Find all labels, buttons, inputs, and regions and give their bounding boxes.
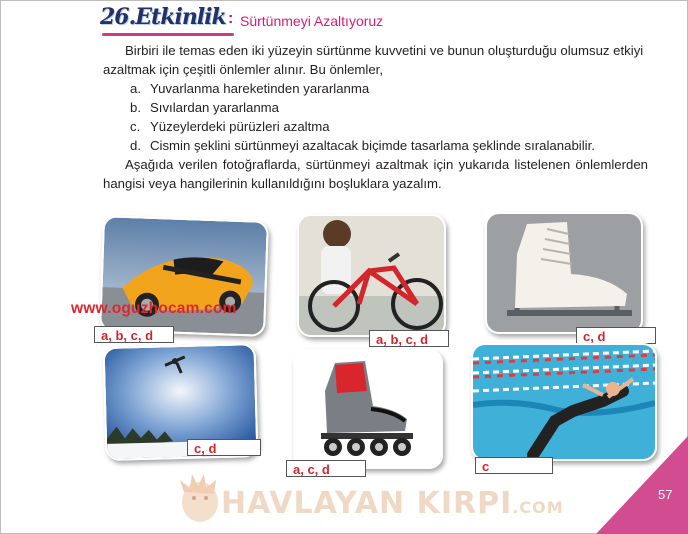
roller-skate-image	[295, 351, 441, 467]
answer-skate[interactable]: c, d	[576, 327, 656, 344]
list-item: a. Yuvarlanma hareketinden yararlanma	[130, 81, 370, 96]
instruction-paragraph: Aşağıda verilen fotoğraflarda, sürtünmeyi azaltmak için yukarıda listelenen önlemlerden hangisi veya hangilerinin kullanıldığını boşluklara yazalım.	[103, 157, 648, 191]
footer-logo	[221, 486, 564, 521]
activity-title: Sürtünmeyi Azaltıyoruz	[240, 13, 384, 29]
watermark: www.oguzhocam.com	[71, 300, 237, 317]
photo-roller-skate	[293, 349, 443, 469]
answer-ski[interactable]: c, d	[187, 439, 261, 456]
page-corner	[596, 436, 688, 534]
answer-swim[interactable]: c	[475, 457, 553, 474]
list-item: d. Cismin şeklini sürtünmeyi azaltacak biçimde tasarlama şeklinde sıralanabilir.	[130, 138, 595, 153]
activity-number: 26.	[100, 4, 136, 30]
photo-race-car	[99, 215, 269, 337]
title-colon: :	[228, 10, 234, 27]
photo-ice-skate	[485, 212, 643, 334]
body-text	[103, 41, 648, 193]
logo-suffix: .COM	[512, 498, 564, 517]
page-number: 57	[658, 487, 673, 502]
activity-header	[100, 4, 430, 38]
logo-main: HAVLAYAN KIRPI	[221, 486, 513, 521]
ice-skate-image	[487, 214, 641, 332]
bicycle-image	[299, 216, 444, 335]
badge-underline	[102, 33, 234, 36]
hedgehog-mascot-icon	[178, 470, 222, 526]
list-item: c. Yüzeylerdeki pürüzleri azaltma	[130, 119, 330, 134]
activity-word: Etkinlik	[135, 4, 226, 30]
photo-bicycle	[297, 214, 446, 337]
answer-roller[interactable]: a, c, d	[286, 460, 366, 477]
answer-car[interactable]: a, b, c, d	[94, 326, 174, 343]
answer-bike[interactable]: a, b, c, d	[369, 330, 449, 347]
measures-list	[103, 79, 648, 155]
intro-paragraph: Birbiri ile temas eden iki yüzeyin sürtünme kuvvetini ve bunun oluşturduğu olumsuz etkiyi azaltmak için çeşitli önlemler alınır. Bu önlemler,	[103, 43, 644, 77]
activity-badge	[100, 4, 228, 32]
list-item: b. Sıvılardan yararlanma	[130, 100, 280, 115]
